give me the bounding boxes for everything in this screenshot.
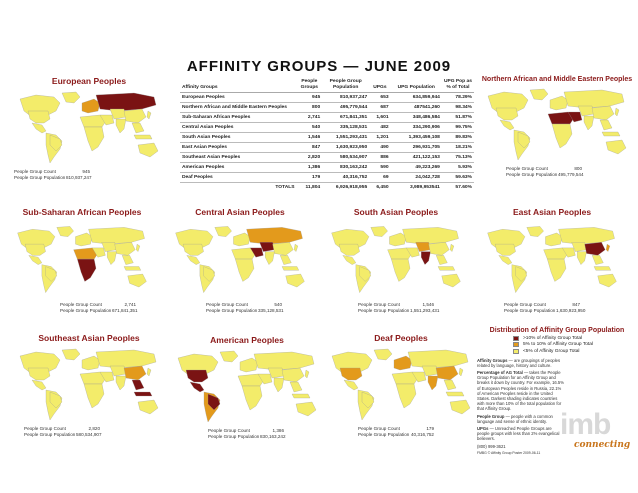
count-label: People Group Count <box>504 302 546 307</box>
table-cell: 1,393,459,108 <box>391 133 442 143</box>
table-cell: 75.13% <box>442 153 474 163</box>
table-header: UPG Pop as % of Total <box>442 78 474 93</box>
poster-title: AFFINITY GROUPS — JUNE 2009 <box>186 58 452 75</box>
legend-item <box>513 342 637 347</box>
total-cell: 3,989,953541 <box>409 185 440 190</box>
affinity-name: Northern African and Middle Eastern Peoples <box>180 103 297 113</box>
population-value: 40,316,752 <box>411 432 434 437</box>
legend-item <box>513 336 637 341</box>
legend-swatch-mid <box>513 342 519 347</box>
count-label: People Group Count <box>208 428 250 433</box>
table-cell: 348,486,584 <box>391 113 442 123</box>
table-cell: 653 <box>369 93 390 103</box>
panel-southeast <box>14 333 164 438</box>
table-cell: 671,841,351 <box>322 113 369 123</box>
affinity-name: Southeast Asian Peoples <box>180 153 297 163</box>
total-cell: 6,926,918,955 <box>335 185 368 190</box>
population-value: 810,937,247 <box>66 175 92 180</box>
table-cell: 49,223,269 <box>391 163 442 173</box>
world-map-deaf <box>326 346 476 424</box>
population-value: 830,163,242 <box>260 434 286 439</box>
table-cell: 99.75% <box>442 123 474 133</box>
table-cell: 98.34% <box>442 103 474 113</box>
table-cell: 540 <box>297 123 323 133</box>
table-header: People Groups <box>297 78 323 93</box>
table-cell: 1,551,293,431 <box>322 133 369 143</box>
world-map-southeast <box>14 346 164 424</box>
population-value: 495,779,544 <box>558 172 584 177</box>
count-label: People Group Count <box>60 302 102 307</box>
total-cell: 11,804 <box>305 185 321 190</box>
table-row <box>180 93 474 103</box>
panel-title: Northern African and Middle Eastern Peoples <box>481 76 633 83</box>
population-value: 671,841,351 <box>112 308 138 313</box>
region-indonesia <box>292 394 310 398</box>
panel-title: East Asian Peoples <box>512 207 592 217</box>
region-indonesia <box>134 392 152 396</box>
table-cell: 1,386 <box>297 163 323 173</box>
table-cell: 2,741 <box>297 113 323 123</box>
population-label: People Group Population <box>24 432 76 437</box>
panel-stats <box>60 302 152 314</box>
count-label: People Group Count <box>358 426 400 431</box>
table-cell: 18.21% <box>442 143 474 153</box>
legend-label: <5% of Affinity Group Total <box>523 348 580 354</box>
population-label: People Group Population <box>504 308 556 313</box>
panel-title: Southeast Asian Peoples <box>38 333 140 343</box>
table-row <box>180 153 474 163</box>
legend-swatch-light <box>513 349 519 354</box>
table-header: UPG Population <box>391 78 442 93</box>
note-people-group: People Group — people with a common language and sense of ethnic identity. <box>477 413 553 424</box>
affinity-name: South Asian Peoples <box>180 133 297 143</box>
phone-number: (800) 999-3621 <box>477 443 506 449</box>
table-header-row <box>180 78 474 93</box>
legend-item <box>513 349 637 354</box>
count-value: 800 <box>574 166 582 171</box>
count-value: 2,741 <box>124 302 136 307</box>
note-upgs: UPGs — Unreached People Groups are people groups with less than 2% evangelical believers. <box>477 425 560 442</box>
table-cell: 2,820 <box>297 153 323 163</box>
table-cell: 945 <box>297 93 323 103</box>
table-cell: 24,042,728 <box>391 173 442 183</box>
table-cell: 1,201 <box>369 133 390 143</box>
total-cell: 57.60% <box>455 185 472 190</box>
table-row <box>180 163 474 173</box>
count-label: People Group Count <box>358 302 400 307</box>
panel-stats <box>206 302 310 314</box>
count-value: 1,386 <box>272 428 284 433</box>
population-value: 1,630,923,950 <box>556 308 586 313</box>
note-affinity: Affinity Groups — are groupings of peoples related by language, history and culture. <box>477 357 561 368</box>
population-value: 1,551,293,431 <box>410 308 440 313</box>
table-row <box>180 133 474 143</box>
panel-stats <box>208 428 322 440</box>
population-value: 580,534,907 <box>76 432 102 437</box>
logo-text: imb <box>560 408 611 441</box>
affinity-name: Deaf Peoples <box>180 173 297 183</box>
region-indonesia <box>602 132 620 136</box>
population-label: People Group Population <box>506 172 558 177</box>
panel-stats <box>358 302 466 314</box>
table-header: UPGs <box>369 78 390 93</box>
panel-nafrica <box>478 76 636 178</box>
table-cell: 482 <box>369 123 390 133</box>
panel-european <box>14 76 164 181</box>
panel-east <box>482 207 622 314</box>
panel-title: Deaf Peoples <box>374 333 428 343</box>
count-label: People Group Count <box>14 169 56 174</box>
panel-stats <box>506 166 636 178</box>
total-cell: 6,450 <box>376 185 389 190</box>
imb-logo <box>556 408 631 458</box>
population-label: People Group Population <box>358 432 410 437</box>
count-label: People Group Count <box>24 426 66 431</box>
count-label: People Group Count <box>506 166 548 171</box>
table-cell: 5.93% <box>442 163 474 173</box>
table-cell: 51.87% <box>442 113 474 123</box>
count-value: 847 <box>572 302 580 307</box>
table-cell: 800 <box>297 103 323 113</box>
affinity-name: European Peoples <box>180 93 297 103</box>
region-indonesia <box>282 267 299 271</box>
table-cell: 634,859,944 <box>391 93 442 103</box>
table-cell: 810,937,247 <box>322 93 369 103</box>
table-cell: 495,779,544 <box>322 103 369 113</box>
count-label: People Group Count <box>206 302 248 307</box>
panel-stats <box>504 302 622 314</box>
panel-stats <box>358 426 476 438</box>
region-indonesia <box>134 135 152 139</box>
table-header: People Group Population <box>322 78 369 93</box>
logo-subtext: connecting <box>574 440 631 450</box>
legend-label: >10% of Affinity Group Total <box>523 335 583 341</box>
footer-credit: FMBG © Affinity Group Poster 2009-06-11 <box>477 450 541 455</box>
table-cell: 490 <box>369 143 390 153</box>
affinity-name: American Peoples <box>180 163 297 173</box>
panel-title: Central Asian Peoples <box>195 207 285 217</box>
table-cell: 830,163,242 <box>322 163 369 173</box>
panel-stats <box>24 426 164 438</box>
region-indonesia <box>438 267 455 271</box>
panel-south <box>326 207 466 314</box>
table-row <box>180 103 474 113</box>
panel-title: European Peoples <box>51 76 127 86</box>
panel-title: American Peoples <box>210 335 284 345</box>
note-percentage: Percentage of AG Total — takes the People Group Population for an Affinity Group and breaks it down by country. For example, 16.5% of European Peoples reside in Russia, 22.1% of American Peoples reside in the United States. Darkest shading indicates countries with more than 10% of the total population for that Affinity Group. <box>477 369 564 412</box>
table-cell: 69 <box>369 173 390 183</box>
world-map-nafrica <box>478 86 636 164</box>
world-map-south <box>326 220 466 300</box>
table-cell: 580,534,907 <box>322 153 369 163</box>
panel-deaf <box>326 333 476 438</box>
affinity-name: Central Asian Peoples <box>180 123 297 133</box>
total-cell: TOTALS <box>275 185 295 190</box>
region-indonesia <box>594 267 611 271</box>
population-label: People Group Population <box>14 175 66 180</box>
table-cell: 334,290,906 <box>391 123 442 133</box>
table-cell: 179 <box>297 173 323 183</box>
table-cell: 89.83% <box>442 133 474 143</box>
table-cell: 40,316,752 <box>322 173 369 183</box>
count-value: 2,820 <box>88 426 100 431</box>
population-value: 335,128,531 <box>258 308 284 313</box>
affinity-table <box>180 78 474 192</box>
population-label: People Group Population <box>358 308 410 313</box>
population-label: People Group Population <box>60 308 112 313</box>
region-indonesia <box>124 267 141 271</box>
table-row <box>180 143 474 153</box>
table-row <box>180 123 474 133</box>
table-cell: 687 <box>369 103 390 113</box>
panel-american <box>172 335 322 440</box>
panel-stats <box>14 169 164 181</box>
population-label: People Group Population <box>206 308 258 313</box>
world-map-american <box>172 348 322 426</box>
table-cell: 1,630,923,950 <box>322 143 369 153</box>
table-total-row <box>180 183 474 193</box>
legend-title: Distribution of Affinity Group Population <box>489 327 625 334</box>
region-indonesia <box>446 392 464 396</box>
table-cell: 1,546 <box>297 133 323 143</box>
table-cell: 886 <box>369 153 390 163</box>
table-cell: 487541,260 <box>391 103 442 113</box>
table-cell: 296,931,705 <box>391 143 442 153</box>
legend-swatch-dark <box>513 336 519 341</box>
table-cell: 1,601 <box>369 113 390 123</box>
world-map-subsaharan <box>12 220 152 300</box>
affinity-name: Sub-Saharan African Peoples <box>180 113 297 123</box>
table-row <box>180 173 474 183</box>
count-value: 1,546 <box>422 302 434 307</box>
count-value: 540 <box>274 302 282 307</box>
panel-title: Sub-Saharan African Peoples <box>22 207 142 217</box>
table-cell: 847 <box>297 143 323 153</box>
table-header: Affinity Groups <box>180 78 297 93</box>
count-value: 179 <box>426 426 434 431</box>
table-cell: 59.63% <box>442 173 474 183</box>
affinity-name: East Asian Peoples <box>180 143 297 153</box>
legend-label: 5% to 10% of Affinity Group Total <box>523 342 593 347</box>
count-value: 945 <box>82 169 90 174</box>
world-map-east <box>482 220 622 300</box>
population-label: People Group Population <box>208 434 260 439</box>
table-cell: 335,128,531 <box>322 123 369 133</box>
world-map-central <box>170 220 310 300</box>
table-cell: 590 <box>369 163 390 173</box>
table-cell: 421,122,153 <box>391 153 442 163</box>
table-cell: 78.29% <box>442 93 474 103</box>
panel-subsaharan <box>12 207 152 314</box>
table-row <box>180 113 474 123</box>
world-map-european <box>14 89 164 167</box>
panel-title: South Asian Peoples <box>353 207 439 217</box>
panel-central <box>170 207 310 314</box>
definitions <box>477 358 565 456</box>
